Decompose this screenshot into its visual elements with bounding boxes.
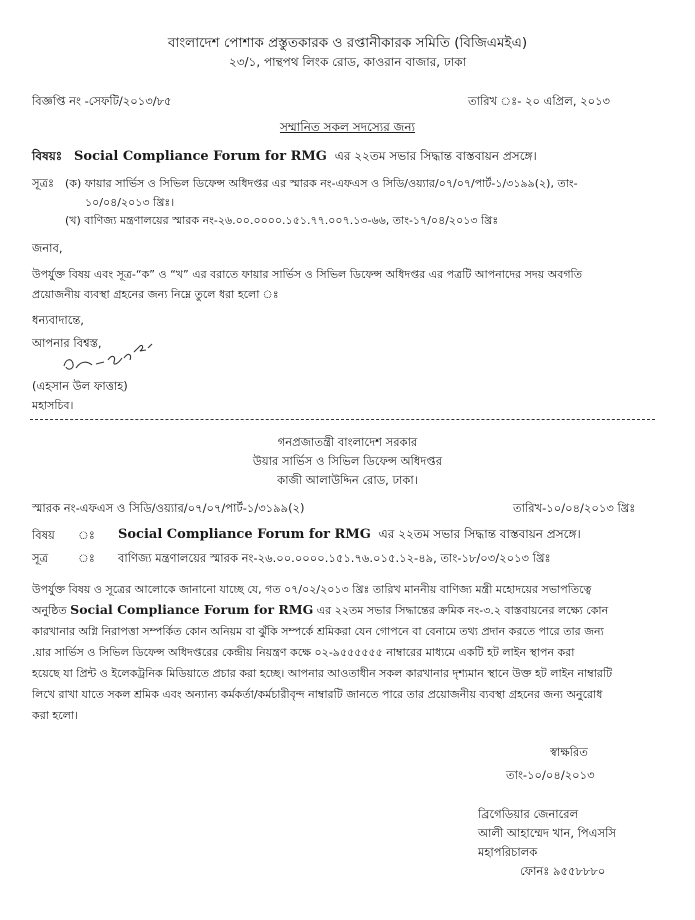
ref-kha: (খ) বাণিজ্য মন্ত্রণালয়ের স্মারক নং-২৬.০০.০০০০.১৫১.৭৭.০০৭.১৩-৬৬, তাং-১৭/০৪/২০১৩ খ্রিঃ <box>65 214 499 227</box>
gov-para-l2b: এর ২২তম সভার সিদ্ধান্তের ক্রমিক নং-৩.২ বাস্তবায়নের লক্ষ্যে কোন <box>316 604 609 617</box>
gov-subject-label: বিষয় <box>32 528 55 542</box>
gov-subject-colon: ঃ <box>78 528 95 542</box>
officer-title: মহাপরিচালক <box>478 845 538 859</box>
signer-name: (এহসান উল ফাত্তাহ) <box>32 379 128 393</box>
signer-title: মহাসচিব। <box>32 399 74 412</box>
gov-para-line6: লিখে রাখা যাতে সকল শ্রমিক এবং অন্যান্য কর্মকর্তা/কর্মচারীবৃন্দ নাম্বারটি জানতে পারে তার প্রয়োজনীয় ব্যবস্থা গ্রহনের জন্য অনুরোধ <box>32 688 603 701</box>
ref-ka-line1: (ক) ফায়ার সার্ভিস ও সিভিল ডিফেন্স অধিদপ্তর এর স্মারক নং-এফএস ও সিডি/ওয়্যার/০৭/০৭/পার্ট-১/৩১৯৯(২), তাং- <box>65 177 578 190</box>
gov-para-line7: করা হলো। <box>32 709 78 722</box>
body-line1: উপর্যুক্ত বিষয় এবং সূত্র-“ক” ও “খ” এর বরাতে ফায়ার সার্ভিস ও সিভিল ডিফেন্স অধিদপ্তর এর পত্রটি আপনাদের সদয় অবগতি <box>32 268 582 281</box>
org-name: বাংলাদেশ পোশাক প্রস্তুতকারক ও রপ্তানীকারক সমিতি (বিজিএমইএ) <box>167 35 528 51</box>
officer-name: আলী আহাম্মেদ খান, পিএসসি <box>478 826 616 840</box>
salutation: জনাব, <box>32 241 63 255</box>
yours: আপনার বিশ্বস্ত, <box>32 336 102 350</box>
ref-label: সূত্রঃ <box>32 176 55 190</box>
section-divider <box>30 419 655 420</box>
subject-rest: এর ২২তম সভার সিদ্ধান্ত বাস্তবায়ন প্রসঙ্গে। <box>334 149 537 163</box>
gov-para-line1: উপর্যুক্ত বিষয় ও সূত্রের আলোকে জানানো যাচ্ছে যে, গত ০৭/০২/২০১৩ খ্রিঃ তারিখ মাননীয় বাণিজ্য মন্ত্রী মহোদয়ের সভাপতিত্বে <box>32 583 592 596</box>
gov-line1: গনপ্রজাতন্ত্রী বাংলাদেশ সরকার <box>277 435 418 449</box>
subject-row <box>32 148 537 168</box>
notice-date: তারিখ ঃ- ২০ এপ্রিল, ২০১৩ <box>468 94 611 108</box>
memo-number: স্মারক নং-এফএস ও সিডি/ওয়্যার/০৭/০৭/পার্ট-১/৩১৯৯(২) <box>32 501 305 515</box>
signed-label: স্বাক্ষরিত <box>550 745 588 759</box>
subject-en: Social Compliance Forum for RMG <box>74 149 327 164</box>
gov-line2: উয়ার সার্ভিস ও সিভিল ডিফেন্স অধিদপ্তর <box>252 454 443 468</box>
gov-para-line3: কারখানার অগ্নি নিরাপত্তা সম্পর্কিত কোন অনিয়ম বা ঝুঁকি সম্পর্কে শ্রমিকরা যেন গোপনে বা বেনামে তথ্য প্রদান করতে পারে তার জন্য <box>32 625 604 638</box>
gov-ref-text: বাণিজ্য মন্ত্রণালয়ের স্মারক নং-২৬.০০.০০০০.১৫১.৭৬.০১৫.১২-৪৯, তাং-১৮/০৩/২০১৩ খ্রিঃ <box>118 551 551 565</box>
gov-para-line2 <box>32 602 608 621</box>
gov-para-l2a: অনুষ্ঠিত <box>32 604 67 617</box>
gov-ref-colon: ঃ <box>78 551 95 565</box>
subject-label: বিষয়ঃ <box>32 149 63 163</box>
gov-para-l2-en: Social Compliance Forum for RMG <box>70 602 314 617</box>
body-line2: প্রয়োজনীয় ব্যবস্থা গ্রহনের জন্য নিম্নে তুলে ধরা হলো ঃ <box>32 288 279 301</box>
thanks: ধন্যবাদান্তে, <box>32 313 84 327</box>
gov-subject-en: Social Compliance Forum for RMG <box>118 527 371 542</box>
gov-line3: কাজী আলাউদ্দিন রোড, ঢাকা। <box>277 473 418 487</box>
gov-para-line4: .য়ার সার্ভিস ও সিভিল ডিফেন্স অধিদপ্তরের কেন্দ্রীয় নিয়ন্ত্রণ কক্ষে ০২-৯৫৫৫৫৫৫ নাম্বারের মাধ্যমে একটি হট লাইন স্থাপন করা <box>32 646 575 659</box>
org-address: ২৩/১, পান্থপথ লিংক রোড, কাওরান বাজার, ঢাকা <box>228 55 467 69</box>
gov-subject <box>118 526 581 546</box>
addressee: সম্মানিত সকল সদস্যের জন্য <box>279 120 416 134</box>
ref-ka-line2: ১০/০৪/২০১৩ খ্রিঃ। <box>85 196 175 209</box>
handwritten-signature <box>58 338 168 378</box>
officer-rank: ব্রিগেডিয়ার জেনারেল <box>478 807 579 821</box>
memo-date: তারিখ-১০/০৪/২০১৩ খ্রিঃ <box>513 501 636 515</box>
gov-subject-rest: এর ২২তম সভার সিদ্ধান্ত বাস্তবায়ন প্রসঙ্গে। <box>378 527 581 541</box>
signed-date: তাং-১০/০৪/২০১৩ <box>506 768 595 782</box>
officer-phone: ফোনঃ ৯৫৫৮৮৮০ <box>520 864 606 878</box>
gov-ref-label: সূত্র <box>32 551 49 565</box>
notice-number: বিজ্ঞপ্তি নং -সেফটি/২০১৩/৮৫ <box>32 94 172 108</box>
gov-para-line5: হয়েছে যা প্রিন্ট ও ইলেকট্রনিক মিডিয়াতে প্রচার করা হচ্ছে। আপনার আওতাধীন সকল কারখানার দৃশ্যমান স্থানে উক্ত হট লাইন নাম্বারটি <box>32 667 613 680</box>
